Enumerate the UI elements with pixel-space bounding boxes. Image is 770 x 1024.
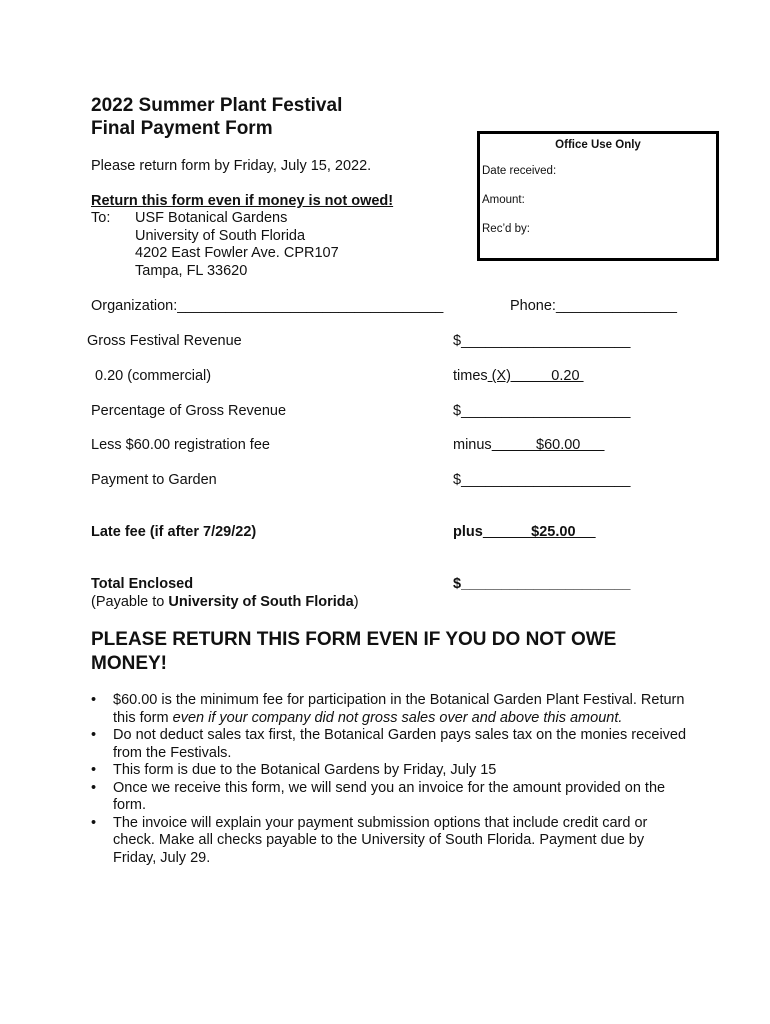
commercial-rate-label: 0.20 (commercial) — [91, 368, 212, 384]
return-warning: Return this form even if money is not owed! — [91, 193, 394, 209]
registration-fee-value — [453, 437, 605, 453]
address-line-4: Tampa, FL 33620 — [135, 263, 248, 279]
payable-to-text — [91, 594, 359, 610]
office-date-received: Date received: — [482, 165, 557, 177]
bullet-1-italic: even if your company did not gross sales over and above this amount. — [172, 709, 623, 726]
to-label: To: — [91, 210, 111, 226]
registration-fee-label: Less $60.00 registration fee — [91, 437, 270, 453]
form-title-line2: Final Payment Form — [91, 118, 273, 139]
address-line-3: 4202 East Fowler Ave. CPR107 — [135, 245, 339, 261]
total-enclosed-label: Total Enclosed — [91, 576, 194, 592]
form-title-line1: 2022 Summer Plant Festival — [91, 95, 343, 116]
percentage-field[interactable]: $_____________________ — [453, 403, 631, 419]
rate-value: (X) 0.20 — [487, 368, 584, 384]
office-use-box — [477, 131, 719, 261]
list-item — [91, 815, 691, 868]
list-item — [91, 780, 691, 815]
payable-post: ) — [353, 594, 359, 610]
list-item — [91, 692, 691, 727]
bullet-icon: • — [91, 779, 97, 796]
bullet-1-text: $60.00 is the minimum fee for participation in the Botanical Garden Plant Festival. Return this form — [113, 692, 685, 726]
minus-prefix: minus — [453, 437, 492, 453]
late-fee-value — [453, 524, 596, 540]
organization-field[interactable]: Organization:_________________________________ — [91, 298, 444, 314]
bullet-3-text: This form is due to the Botanical Gardens by Friday, July 15 — [113, 762, 497, 778]
info-bullet-list — [91, 692, 691, 867]
bullet-5-text: The invoice will explain your payment submission options that include credit card or check. Make all checks payable to the University of South Florida. Payment due by Friday, July 29. — [113, 814, 648, 866]
late-fee-label: Late fee (if after 7/29/22) — [91, 524, 257, 540]
payable-name: University of South Florida — [168, 594, 354, 610]
phone-field[interactable]: Phone:_______________ — [510, 298, 677, 314]
payment-to-garden-field[interactable]: $_____________________ — [453, 472, 631, 488]
plus-prefix: plus — [453, 524, 483, 540]
payment-to-garden-label: Payment to Garden — [91, 472, 217, 488]
bullet-icon: • — [91, 814, 97, 831]
fee-value: $60.00 — [491, 437, 605, 453]
bullet-4-text: Once we receive this form, we will send you an invoice for the amount provided on the form. — [113, 779, 666, 813]
office-use-title: Office Use Only — [555, 139, 641, 151]
gross-revenue-label: Gross Festival Revenue — [87, 333, 242, 349]
return-notice-heading: PLEASE RETURN THIS FORM EVEN IF YOU DO NOT OWE MONEY! — [91, 629, 617, 674]
gross-revenue-field[interactable]: $_____________________ — [453, 333, 631, 349]
address-line-2: University of South Florida — [135, 228, 306, 244]
payable-pre: (Payable to — [91, 594, 169, 610]
late-fee-amount: $25.00 — [482, 524, 596, 540]
bullet-icon: • — [91, 692, 97, 708]
percentage-label: Percentage of Gross Revenue — [91, 403, 287, 419]
total-enclosed-field[interactable]: $_____________________ — [453, 576, 631, 592]
times-prefix: times — [453, 368, 488, 384]
office-amount: Amount: — [482, 194, 525, 206]
bullet-icon: • — [91, 727, 97, 743]
bullet-2-text: Do not deduct sales tax first, the Botanical Garden pays sales tax on the monies received from the Festivals. — [113, 727, 687, 761]
bullet-icon: • — [91, 762, 97, 778]
commercial-rate-value — [453, 368, 584, 384]
list-item — [91, 727, 691, 762]
return-by-text: Please return form by Friday, July 15, 2022. — [91, 158, 372, 174]
list-item — [91, 762, 691, 780]
office-recd-by: Rec’d by: — [482, 223, 530, 235]
address-line-1: USF Botanical Gardens — [135, 210, 288, 226]
